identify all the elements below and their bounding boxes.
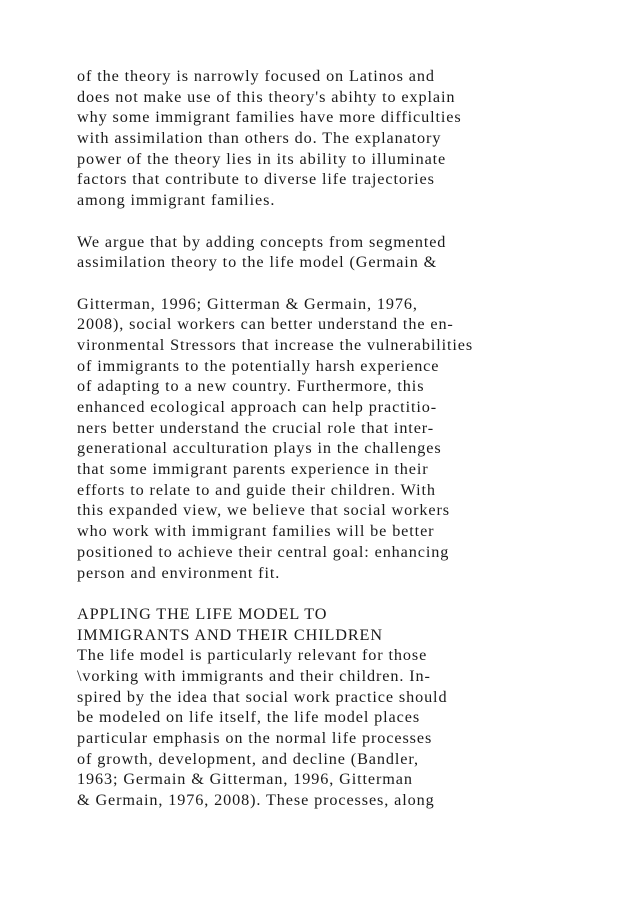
text-line: enhanced ecological approach can help practitio- (77, 398, 438, 416)
section-heading (77, 604, 617, 645)
text-line: assimilation theory to the life model (Germain & (77, 253, 438, 272)
text-line: 2008), social workers can better understand the en- (77, 315, 454, 334)
text-line: of immigrants to the potentially harsh experience (77, 356, 440, 375)
text-line: be modeled on life itself, the life model places (77, 708, 421, 727)
text-line: ners better understand the crucial role that inter- (77, 418, 435, 437)
text-line: generational acculturation plays in the challenges (77, 439, 442, 458)
text-line: person and environment fit. (77, 563, 281, 582)
text-line: particular emphasis on the normal life processes (77, 729, 433, 747)
text-line: power of the theory lies in its ability to illuminate (77, 149, 447, 168)
text-line: why some immigrant families have more difficulties (77, 108, 462, 127)
text-line: that some immigrant parents experience in their (77, 460, 429, 479)
text-line: positioned to achieve their central goal: enhancing (77, 542, 450, 561)
heading-line: APPLING THE LIFE MODEL TO (77, 604, 328, 623)
text-line: spired by the idea that social work practice should (77, 687, 448, 706)
text-line: The life model is particularly relevant for those (77, 646, 428, 665)
paragraph-2 (77, 232, 617, 273)
text-line: factors that contribute to diverse life trajectories (77, 170, 435, 189)
text-line: vironmental Stressors that increase the vulnerabilities (77, 335, 474, 354)
text-line: of the theory is narrowly focused on Latinos and (77, 67, 435, 85)
text-line: \vorking with immigrants and their children. In- (77, 666, 431, 685)
text-line: with assimilation than others do. The explanatory (77, 129, 442, 148)
text-line: & Germain, 1976, 2008). These processes, along (77, 791, 435, 810)
paragraph-gap (77, 583, 617, 604)
paragraph-gap (77, 211, 617, 232)
text-line: efforts to relate to and guide their children. With (77, 480, 436, 499)
text-line: We argue that by adding concepts from segmented (77, 232, 447, 251)
text-line: of growth, development, and decline (Bandler, (77, 749, 419, 768)
text-line: Gitterman, 1996; Gitterman & Germain, 1976, (77, 294, 418, 313)
text-line: does not make use of this theory's abihty to explain (77, 87, 456, 106)
paragraph-gap (77, 273, 617, 294)
text-line: this expanded view, we believe that social workers (77, 501, 450, 520)
heading-line: IMMIGRANTS AND THEIR CHILDREN (77, 625, 383, 644)
text-line: among immigrant families. (77, 191, 276, 210)
text-line: 1963; Germain & Gitterman, 1996, Gitterman (77, 770, 413, 789)
paragraph-1 (77, 66, 617, 211)
text-line: who work with immigrant families will be better (77, 522, 435, 541)
text-line: of adapting to a new country. Furthermore, this (77, 377, 425, 396)
document-text (77, 66, 617, 811)
paragraph-3 (77, 294, 617, 584)
paragraph-4 (77, 645, 617, 811)
